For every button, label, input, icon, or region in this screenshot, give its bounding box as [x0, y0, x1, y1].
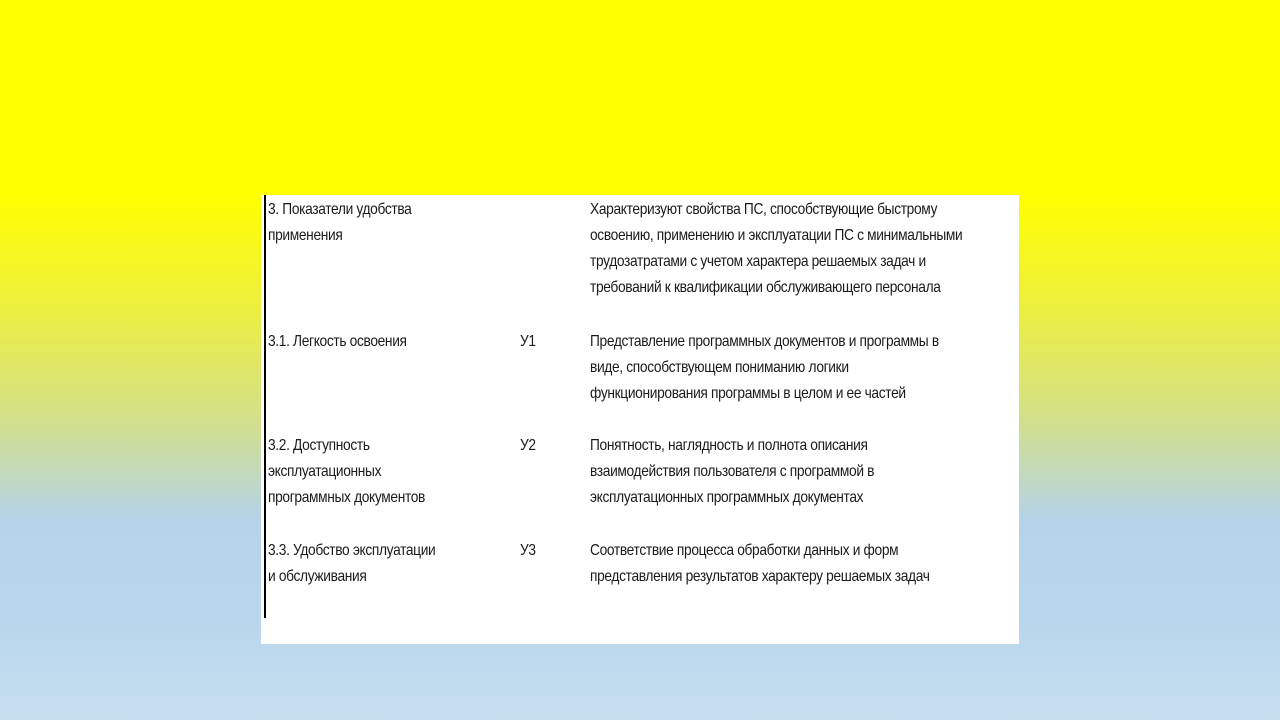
table-left-border — [264, 195, 266, 618]
indicator-code: У1 — [520, 333, 536, 350]
indicator-name: 3.2. Доступность эксплуатационных программных документов — [268, 437, 426, 506]
indicator-name: 3.1. Легкость освоения — [268, 333, 407, 350]
quality-indicators-table — [261, 195, 1019, 644]
indicator-description: Характеризуют свойства ПС, способствующие быстрому освоению, применению и эксплуатации ПС с минимальными трудозатратами с учетом характера решаемых задач и требований к квалификации обслуживающего персонала — [590, 201, 963, 296]
indicator-description: Понятность, наглядность и полнота описания взаимодействия пользователя с программой в эксплуатационных программных документах — [590, 437, 875, 506]
indicator-name: 3.3. Удобство эксплуатации и обслуживания — [268, 542, 436, 585]
indicator-code: У3 — [520, 542, 536, 559]
indicator-name: 3. Показатели удобства применения — [268, 201, 412, 244]
indicator-description: Соответствие процесса обработки данных и форм представления результатов характеру решаемых задач — [590, 542, 930, 585]
indicator-description: Представление программных документов и программы в виде, способствующем пониманию логики функционирования программы в целом и ее частей — [590, 333, 939, 402]
indicator-code: У2 — [520, 437, 536, 454]
